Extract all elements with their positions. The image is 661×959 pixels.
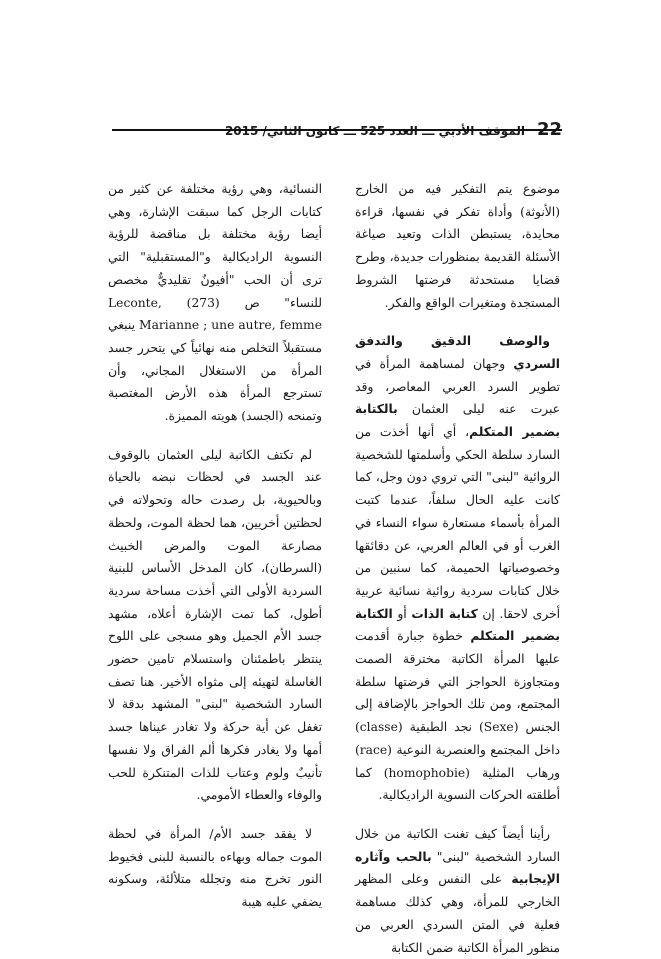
bold-phrase: بالحب وآثاره الإيجابية — [355, 849, 560, 887]
latin-term: (classe) — [355, 720, 403, 735]
bold-phrase: بالكتابة بضمير المتكلم — [355, 402, 560, 440]
paragraph — [355, 823, 560, 959]
paragraph: موضوع يتم التفكير فيه من الخارج (الأنوثة) وأداة تفكر في نفسها، قراءة محايدة، يستبطن الذات وتعيد صياغة الأسئلة القديمة بمنظورات جديدة، وطرح قضايا مستحدثة فرضتها الشروط المستجدة ومتغيرات الواقع والفكر. — [355, 182, 560, 310]
latin-citation: Leconte, Marianne ; une autre, femme — [108, 295, 322, 333]
latin-term: (race) — [355, 742, 392, 757]
text-run: داخل المجتمع والعنصرية النوعية — [391, 742, 560, 757]
text-run: نجد الطبقية — [402, 720, 479, 735]
bold-phrase: كتابة الذات — [411, 606, 478, 621]
text-run: النسائية، وهي رؤية مختلفة عن كثير من كتابات الرجل كما سبقت الإشارة، وهي أيضا رؤية مختلفة بل مناقضة للرؤية النسوية الراديكالية و"المستقبلية" التي ترى أن الحب "أفيونٌ تقليديٌّ مخصص للنساء" ص (273) — [108, 182, 322, 310]
running-title: الموقف الأدبي ـــ العدد 525 ـــ كانون الثاني/ 2015 — [224, 124, 525, 138]
page-header — [112, 104, 562, 140]
left-column — [108, 178, 322, 914]
paragraph: لم تكتف الكاتبة ليلى العثمان بالوقوف عند الجسد في لحظات نبضه بالحياة وبالحيوية، بل رصدت حاله وتحولاته في لحظتين أخريين، هما لحظة الموت، ولحظة مصارعة الموت والمرض الخبيث (السرطان)، كان المدخل الأساس للبنية السردية الأولى التي أخذت مساحة سردية أطول، كما تمت الإشارة أعلاه، مشهد جسد الأم الجميل وهو مسجى على اللوح ينتظر باطمئنان واستسلام تامين حضور الغاسلة لتهيئه إلى مثواه الأخير. هنا تصف السارد الشخصية "لبنى" المشهد بدقة لا تغفل عن أية حركة ولا تغادر عيناها جسد أمها ولا يغادر فكرها ألم الفراق ولا نفسها تأنيبٌ ولوم وعتاب للذات المتنكرة للحب والوفاء والعطاء الأمومي. — [108, 447, 322, 803]
latin-term: (Sexe) — [478, 720, 519, 735]
header-rule — [112, 129, 562, 131]
latin-term: (homophobie) — [383, 765, 470, 780]
text-run: كما أطلقته الحركات النسوية الراديكالية. — [355, 765, 560, 803]
right-column — [355, 178, 560, 959]
paragraph: لا يفقد جسد الأم/ المرأة في لحظة الموت جماله وبهاءه بالنسبة للبنى فخيوط النور تخرج منه وتجلله متلألئة، وسكونه يضفي عليه هيبة — [108, 826, 322, 910]
paragraph — [108, 178, 322, 428]
page-number: 22 — [536, 119, 562, 140]
text-run: ورهاب المثلية — [469, 765, 560, 780]
paragraph — [355, 330, 560, 807]
text-run: ، أي أنها أخذت من السارد سلطة الحكي وأسلمتها للشخصية الروائية "لبنى" التي تروي دون وجل، كما كانت عليه الحال سلفاً، عندما كتبت المرأة بأسماء مستعارة سواء النساء في الغرب أو في العالم العربي، عن دقائقها وخصوصياتها الحميمة، كما سنبين من خلال كتابات سردية روائية نسائية عربية أخرى لاحقا. إن — [355, 425, 561, 621]
text-run: ينبغي مستقبلاً التخلص منه نهائياً كي يتحرر جسد المرأة من الاستغلال المجاني، وأن تسترجع المرأة هذه الأرض المغتصبة وتمنحه (الجسد) هويته المميزة. — [108, 318, 322, 424]
bold-phrase: الكتابة بضمير المتكلم — [355, 606, 561, 644]
text-run: رأينا أيضاً كيف تغنت الكاتبة من خلال السارد الشخصية "لبنى" — [355, 826, 560, 864]
text-run: أو — [392, 606, 412, 621]
bold-phrase: والوصف الدقيق والتدفق السردي — [355, 334, 560, 371]
text-run: وجهان لمساهمة المرأة في تطوير السرد العربي المعاصر، وقد عبرت عنه ليلى العثمان — [355, 356, 560, 417]
text-run: خطوة جبارة أقدمت عليها المرأة الكاتبة مخترقة الصمت ومتجاوزة الحواجز التي فرضتها سلطة المجتمع، ومن تلك الحواجز بالإضافة إلى الجنس — [355, 629, 560, 735]
text-run: على النفس وعلى المظهر الخارجي للمرأة، وهي كذلك مساهمة فعلية في المتن السردي العربي من منظور المرأة الكاتبة ضمن الكتابة — [355, 872, 560, 955]
